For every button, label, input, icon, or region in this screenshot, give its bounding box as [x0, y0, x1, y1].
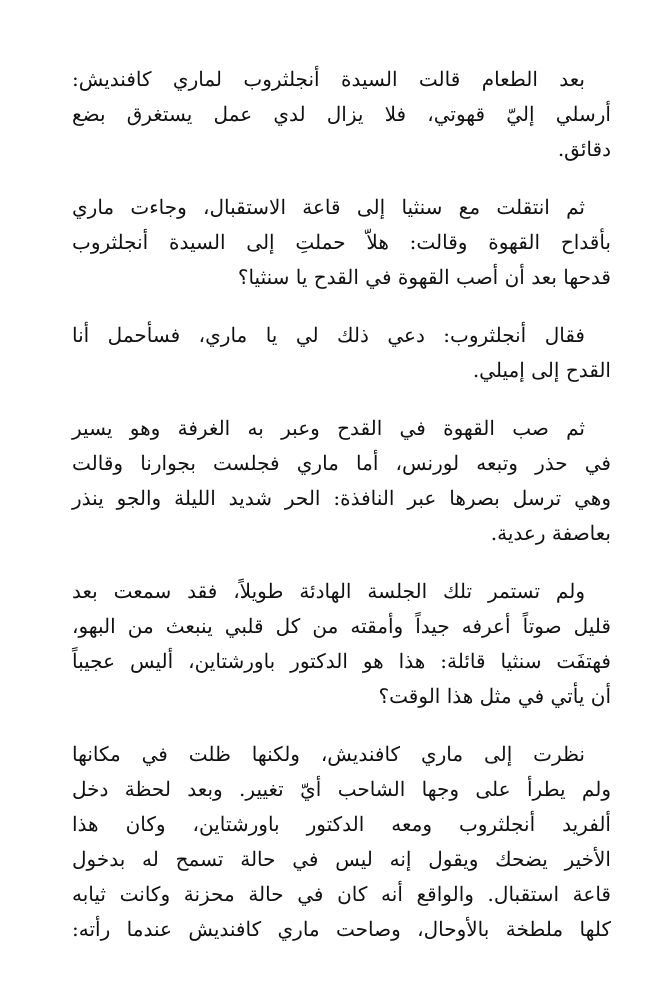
text-line: ثم صب القهوة في القدح وعبر به الغرفة وهو يسير — [72, 416, 585, 440]
text-line: بعاصفة رعدية. — [490, 521, 611, 545]
text-line: وهي ترسل بصرها عبر النافذة: الحر شديد الليلة والجو ينذر — [72, 486, 611, 510]
text-line: نظرت إلى ماري كافنديش، ولكنها ظلت في مكانها — [72, 742, 585, 766]
book-page — [72, 62, 611, 970]
text-line: ولم تستمر تلك الجلسة الهادئة طويلاً، فقد سمعت بعد — [72, 579, 585, 603]
paragraph-5 — [72, 574, 611, 714]
text-line: كلها ملطخة بالأوحال، وصاحت ماري كافنديش عندما رأته: — [72, 917, 611, 941]
text-line: فقال أنجلثروب: دعي ذلك لي يا ماري، فسأحمل أنا — [72, 323, 585, 347]
text-line: أرسلي إليّ قهوتي، فلا يزال لدي عمل يستغرق بضع — [72, 102, 611, 126]
text-line: القدح إلى إميلي. — [472, 358, 611, 382]
text-line: بعد الطعام قالت السيدة أنجلثروب لماري كافنديش: — [72, 67, 585, 91]
paragraph-1 — [72, 62, 611, 167]
paragraph-3 — [72, 318, 611, 388]
text-line: الأخير يضحك ويقول إنه ليس في حالة تسمح له بدخول — [72, 847, 611, 871]
text-line: قاعة استقبال. والواقع أنه كان في حالة محزنة وكانت ثيابه — [72, 882, 611, 906]
text-line: ألفريد أنجلثروب ومعه الدكتور باورشتاين، وكان هذا — [72, 812, 611, 836]
paragraph-2 — [72, 190, 611, 295]
text-line: بأقداح القهوة وقالت: هلاّ حملتِ إلى السيدة أنجلثروب — [72, 230, 611, 254]
text-line: قدحها بعد أن أصب القهوة في القدح يا سنثيا؟ — [237, 265, 611, 289]
text-line: أن يأتي في مثل هذا الوقت؟ — [378, 684, 611, 708]
paragraph-6 — [72, 737, 611, 947]
text-line: دقائق. — [557, 137, 611, 161]
text-line: في حذر وتبعه لورنس، أما ماري فجلست بجوارنا وقالت — [72, 451, 611, 475]
text-line: ثم انتقلت مع سنثيا إلى قاعة الاستقبال، وجاءت ماري — [72, 195, 585, 219]
text-line: ولم يطرأ على وجها الشاحب أيّ تغيير. وبعد لحظة دخل — [72, 777, 611, 801]
paragraph-4 — [72, 411, 611, 551]
text-line: قليل صوتاً أعرفه جيداً وأمقته من كل قلبي ينبعث من البهو، — [72, 614, 611, 638]
text-line: فهتفَت سنثيا قائلة: هذا هو الدكتور باورشتاين، أليس عجيباً — [72, 649, 611, 673]
